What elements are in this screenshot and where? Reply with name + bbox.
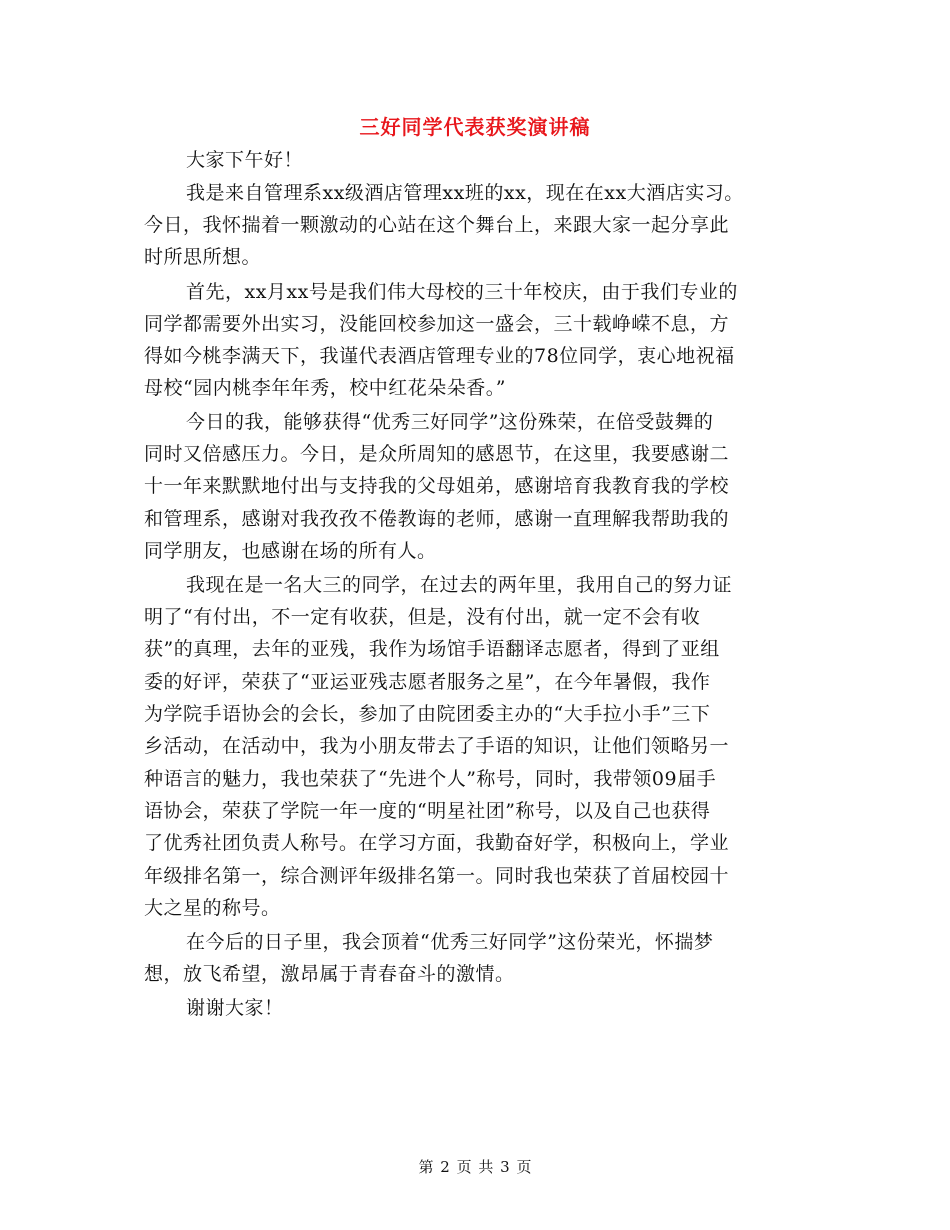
paragraph-line: 语协会，荣获了学院一年一度的“明星社团”称号，以及自己也获得 — [144, 800, 711, 822]
paragraph-line: 大之星的称号。 — [144, 897, 281, 919]
document-title: 三好同学代表获奖演讲稿 — [359, 115, 591, 139]
paragraph-line: 委的好评，荣获了“亚运亚残志愿者服务之星”，在今年暑假，我作 — [144, 671, 711, 693]
page-number-footer: 第 2 页 共 3 页 — [418, 1158, 532, 1176]
paragraph-line: 乡活动，在活动中，我为小朋友带去了手语的知识，让他们领略另一 — [144, 735, 730, 757]
paragraph-line: 同学朋友，也感谢在场的所有人。 — [144, 540, 437, 562]
paragraph-line: 了优秀社团负责人称号。在学习方面，我勤奋好学，积极向上，学业 — [144, 832, 730, 854]
paragraph-line: 首先，xx月xx号是我们伟大母校的三十年校庆，由于我们专业的 — [186, 281, 738, 303]
paragraph-line: 年级排名第一，综合测评年级排名第一。同时我也荣获了首届校园十 — [144, 865, 730, 887]
paragraph-line: 同时又倍感压力。今日，是众所周知的感恩节，在这里，我要感谢二 — [144, 443, 730, 465]
paragraph-line: 谢谢大家！ — [186, 997, 284, 1019]
paragraph-line: 为学院手语协会的会长，参加了由院团委主办的“大手拉小手”三下 — [144, 703, 711, 725]
paragraph-line: 母校“园内桃李年年秀，校中红花朵朵香。” — [144, 377, 506, 399]
paragraph-line: 在今后的日子里，我会顶着“优秀三好同学”这份荣光，怀揣梦 — [186, 931, 714, 953]
paragraph-line: 想，放飞希望，激昂属于青春奋斗的激情。 — [144, 963, 515, 985]
paragraph-line: 获”的真理，去年的亚残，我作为场馆手语翻译志愿者，得到了亚组 — [144, 638, 720, 660]
paragraph-line: 我现在是一名大三的同学，在过去的两年里，我用自己的努力证 — [186, 574, 733, 596]
paragraph-line: 同学都需要外出实习，没能回校参加这一盛会，三十载峥嵘不息，方 — [144, 313, 730, 335]
paragraph-line: 得如今桃李满天下，我谨代表酒店管理专业的78位同学，衷心地祝福 — [144, 345, 735, 367]
paragraph-line: 时所思所想。 — [144, 246, 262, 268]
paragraph-line: 明了“有付出，不一定有收获，但是，没有付出，就一定不会有收 — [144, 606, 701, 628]
paragraph-line: 我是来自管理系xx级酒店管理xx班的xx，现在在xx大酒店实习。 — [186, 182, 744, 204]
paragraph-line: 种语言的魅力，我也荣获了“先进个人”称号，同时，我带领09届手 — [144, 768, 717, 790]
paragraph-line: 今日，我怀揣着一颗激动的心站在这个舞台上，来跟大家一起分享此 — [144, 214, 730, 236]
paragraph-line: 今日的我，能够获得“优秀三好同学”这份殊荣，在倍受鼓舞的 — [186, 411, 714, 433]
paragraph-line: 十一年来默默地付出与支持我的父母姐弟，感谢培育我教育我的学校 — [144, 475, 730, 497]
paragraph-line: 和管理系，感谢对我孜孜不倦教诲的老师，感谢一直理解我帮助我的 — [144, 508, 730, 530]
paragraph-line: 大家下午好！ — [186, 149, 304, 171]
